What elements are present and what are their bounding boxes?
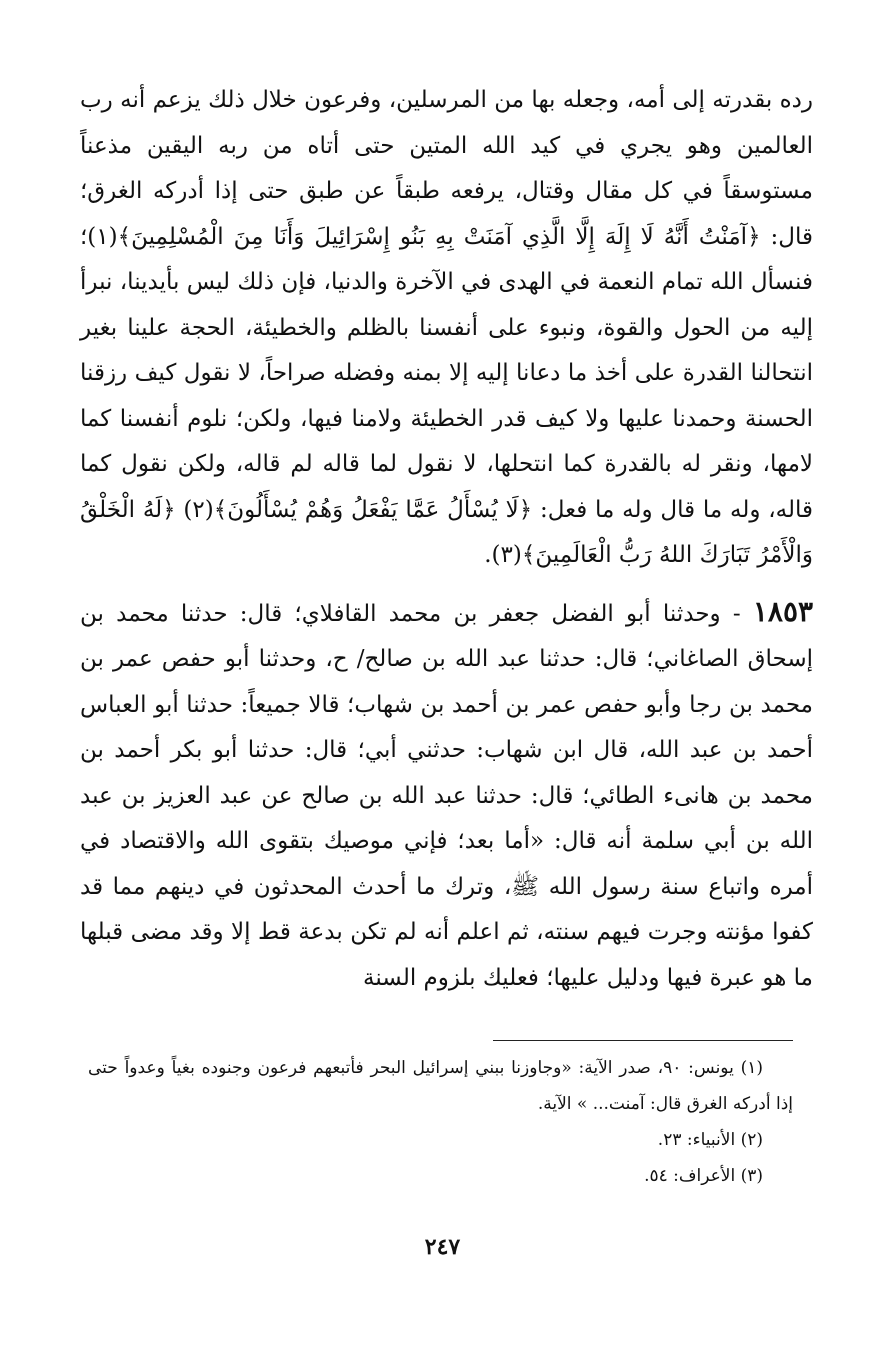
text-line: رده بقدرته إلى أمه، وجعله بها من المرسلين، وفرعون خلال ذلك يزعم أنه رب: [80, 87, 813, 113]
paragraph-b: [80, 589, 813, 1002]
text-line: - وحدثنا أبو الفضل جعفر بن محمد القافلاي؛ قال: حدثنا: [180, 600, 741, 627]
main-text: [80, 78, 813, 1001]
text-line: النعمة في الهدى في الآخرة والدنيا، فإن ذلك ليس بأيدينا، نبرأ إليه من الحول: [80, 269, 813, 341]
text-line: ونقر له بالقدرة كما انتحلها، لا نقول لما قاله لم قاله، ولكن نقول كما قاله، وله: [80, 451, 813, 523]
text-line: المحدثون في دينهم مما قد كفوا مؤنته وجرت فيهم سنته، ثم اعلم أنه لم تكن: [80, 873, 814, 945]
footnote-text: وعدواً حتى إذا أدركه الغرق قال: آمنت... » الآية.: [88, 1058, 793, 1114]
text-line: بدعة قط إلا وقد مضى قبلها ما هو عبرة فيها ودليل عليها؛ فعليك بلزوم السنة: [80, 919, 813, 991]
footnote-1: [88, 1050, 793, 1122]
text-line: جميعاً: حدثنا أبو العباس أحمد بن عبد الله، قال ابن شهاب: حدثني أبي؛: [80, 691, 814, 763]
text-line: بتقوى الله والاقتصاد في أمره واتباع سنة رسول الله ﷺ، وترك ما أحدث: [80, 828, 814, 900]
text-line: اللهُ رَبُّ الْعَالَمِينَ﴾(٣).: [484, 542, 693, 568]
footnote-text: (١) يونس: ٩٠، صدر الآية: «وجاوزنا ببني إسرائيل البحر فأتبعهم فرعون وجنوده بغياً: [171, 1058, 763, 1078]
text-line: محمد بن إسحاق الصاغاني؛ قال: حدثنا عبد الله بن صالح/ ح، وحدثنا أبو: [80, 600, 813, 672]
text-line: في كل مقال وقتال، يرفعه طبقاً عن طبق حتى إذا أدركه الغرق؛ قال: ﴿آمَنْتُ: [80, 178, 813, 250]
text-line: ما قال وله ما فعل: ﴿لَا يُسْأَلُ عَمَّا يَفْعَلُ وَهُمْ يُسْأَلُونَ﴾(٢) ﴿لَهُ الْخَلْقُ وَالْأَمْرُ تَبَارَكَ: [80, 496, 813, 568]
text-line: وحمدنا عليها ولا كيف قدر الخطيئة ولامنا فيها، ولكن؛ نلوم أنفسنا كما لامها،: [80, 405, 814, 477]
footnote-2: (٢) الأنبياء: ٢٣.: [657, 1130, 763, 1150]
text-line: العالمين وهو يجري في كيد الله المتين حتى أتاه من ربه اليقين مذعناً مستوسقاً: [80, 132, 813, 204]
page-number: ٢٤٧: [424, 1234, 461, 1260]
paragraph-a: [80, 78, 813, 579]
footnotes: [88, 1050, 793, 1194]
text-line: على أخذ ما دعانا إليه إلا بمنه وفضله صراحاً، لا نقول كيف رزقنا الحسنة: [80, 360, 813, 432]
text-line: أَنَّهُ لَا إِلَهَ إِلَّا الَّذِي آمَنَتْ بِهِ بَنُو إِسْرَائِيلَ وَأَنَا مِنَ الْمُسْلِمِينَ﴾(١)؛ فنسأل الله تمام: [80, 223, 813, 295]
footnote-3: (٣) الأعراف: ٥٤.: [644, 1166, 763, 1186]
text-line: قال: حدثنا أبو بكر أحمد بن محمد بن هانىء الطائي؛ قال: حدثنا عبد الله بن: [80, 737, 814, 809]
hadith-number: ١٨٥٣: [752, 594, 814, 628]
text-line: والقوة، ونبوء على أنفسنا بالظلم والخطيئة، الحجة علينا بغير انتحالنا القدرة: [80, 314, 813, 386]
text-line: حفص عمر بن محمد بن رجا وأبو حفص عمر بن أحمد بن شهاب؛ قالا: [80, 646, 814, 718]
footnote-divider: [493, 1040, 793, 1041]
text-line: صالح عن عبد العزيز بن عبد الله بن أبي سلمة أنه قال: «أما بعد؛ فإني موصيك: [80, 782, 814, 854]
